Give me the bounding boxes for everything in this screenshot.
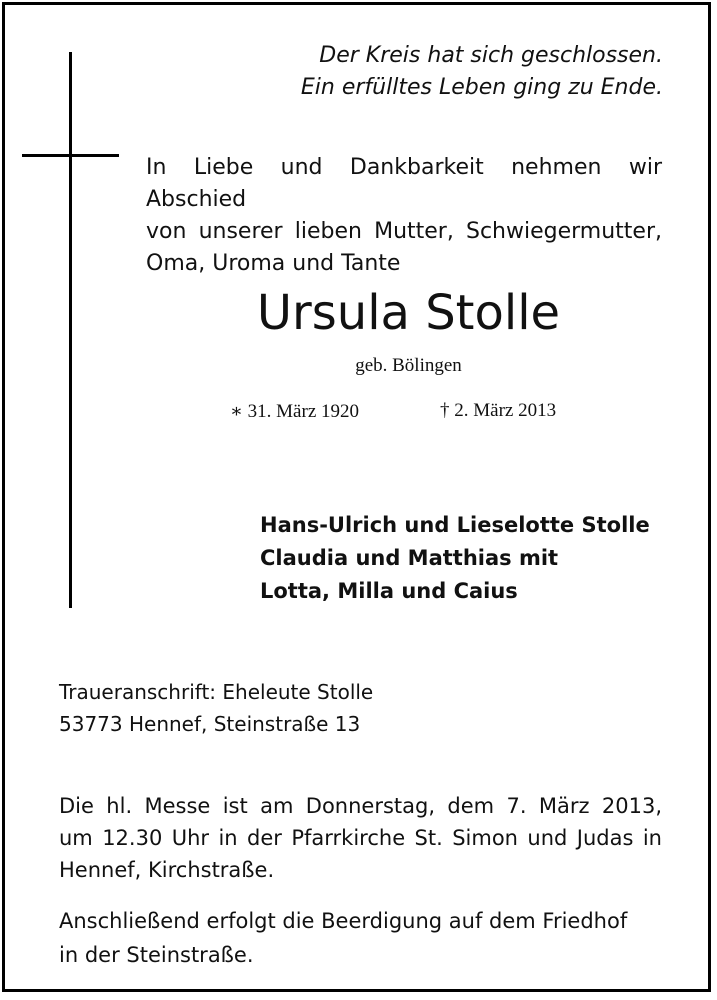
- mass-line: um 12.30 Uhr in der Pfarrkirche St. Simon und Judas in: [59, 826, 662, 850]
- family-line: Claudia und Matthias mit: [260, 546, 559, 570]
- motto: [301, 40, 663, 104]
- cross-horizontal-bar: [22, 154, 119, 157]
- address-line: Traueranschrift: Eheleute Stolle: [59, 680, 374, 704]
- burial-line: Anschließend erfolgt die Beerdigung auf dem Friedhof: [59, 909, 628, 933]
- family-line: Hans-Ulrich und Lieselotte Stolle: [260, 513, 650, 537]
- intro-text: [146, 152, 662, 280]
- mass-line: Hennef, Kirchstraße.: [59, 858, 275, 882]
- family-line: Lotta, Milla und Caius: [260, 579, 518, 603]
- address-line: 53773 Hennef, Steinstraße 13: [59, 712, 361, 736]
- burial-line: in der Steinstraße.: [59, 943, 254, 967]
- intro-line: von unserer lieben Mutter, Schwiegermutter,: [146, 219, 662, 244]
- mass-line: Die hl. Messe ist am Donnerstag, dem 7. März 2013,: [59, 794, 662, 818]
- mourning-address: [59, 676, 373, 740]
- motto-line: Der Kreis hat sich geschlossen.: [319, 43, 663, 68]
- family-signature: [260, 509, 650, 608]
- intro-line: In Liebe und Dankbarkeit nehmen wir Abschied: [146, 155, 662, 212]
- birth-date: ∗ 31. März 1920: [230, 401, 360, 422]
- intro-line: Oma, Uroma und Tante: [146, 251, 401, 276]
- death-date: † 2. März 2013: [440, 400, 557, 421]
- motto-line: Ein erfülltes Leben ging zu Ende.: [300, 75, 663, 100]
- burial-info: [59, 904, 662, 972]
- birth-name: geb. Bölingen: [355, 355, 462, 376]
- mass-info: [59, 790, 662, 886]
- deceased-name: Ursula Stolle: [256, 285, 561, 341]
